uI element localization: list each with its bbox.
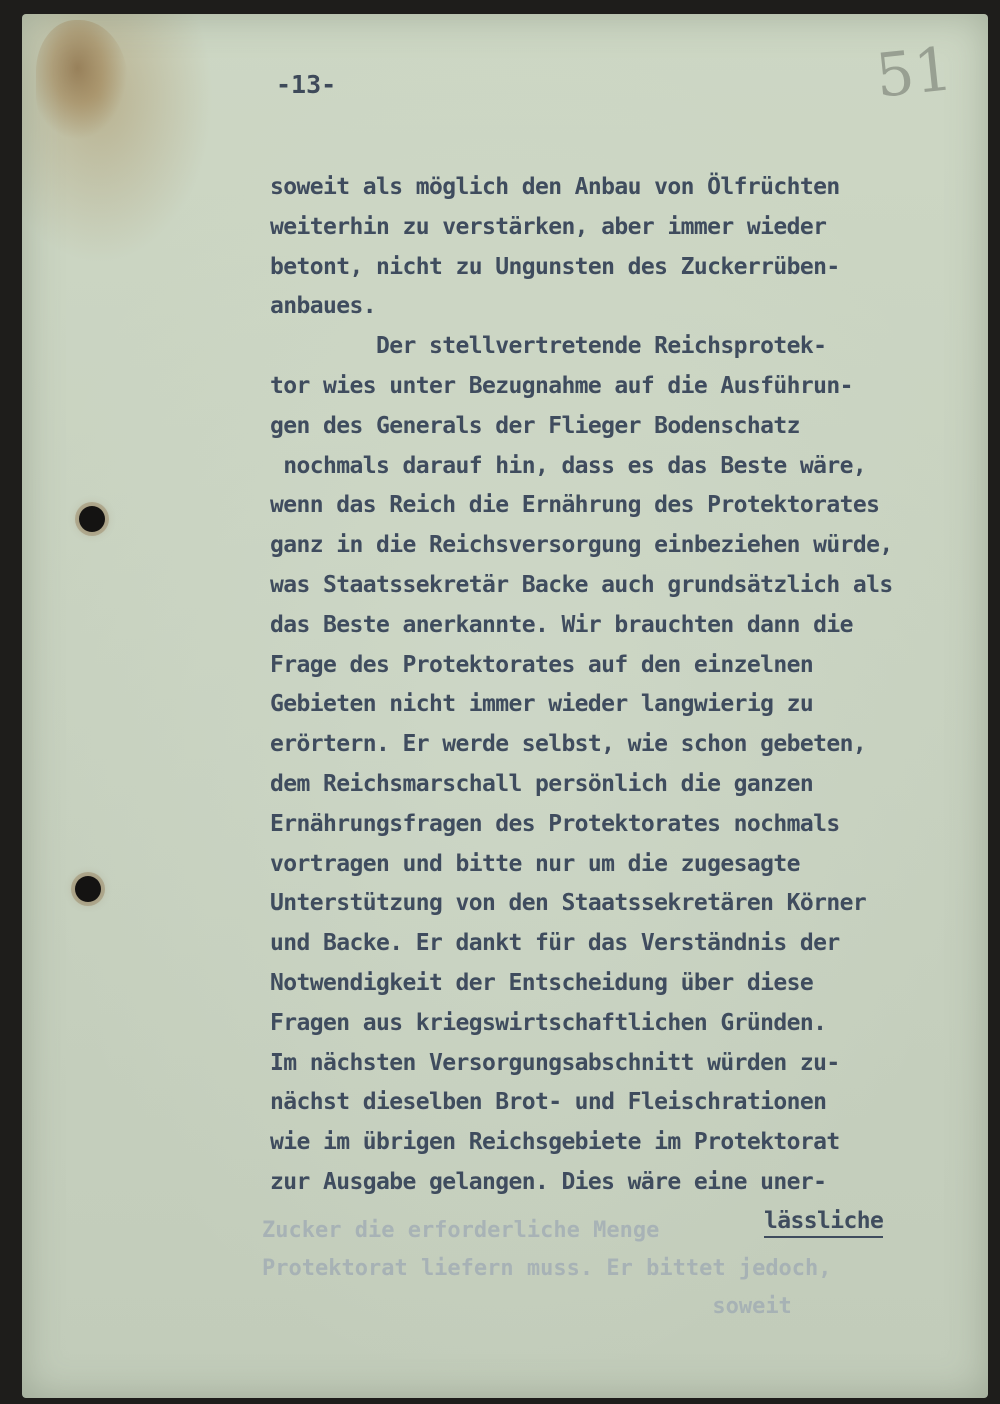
- text-line: Gebieten nicht immer wieder langwierig zu: [270, 691, 814, 718]
- text-line: wie im übrigen Reichsgebiete im Protektorat: [270, 1129, 840, 1156]
- text-line: gen des Generals der Flieger Bodenschatz: [270, 412, 800, 439]
- text-line: tor wies unter Bezugnahme auf die Ausführun-: [270, 372, 853, 399]
- text-line: anbaues.: [270, 293, 376, 320]
- body-text: [270, 168, 960, 1203]
- folio-number: 51: [872, 34, 956, 112]
- bleed-line: soweit: [262, 1294, 792, 1319]
- text-line: zur Ausgabe gelangen. Dies wäre eine uner-: [270, 1168, 827, 1195]
- text-line: ganz in die Reichsversorgung einbeziehen würde,: [270, 532, 893, 559]
- text-line: weiterhin zu verstärken, aber immer wieder: [270, 213, 827, 240]
- text-line: wenn das Reich die Ernährung des Protektorates: [270, 492, 880, 519]
- page-number: -13-: [276, 70, 337, 99]
- text-line: nochmals darauf hin, dass es das Beste wäre,: [270, 452, 867, 479]
- bleed-line: Zucker die erforderliche Menge: [262, 1218, 660, 1243]
- text-line: dem Reichsmarschall persönlich die ganzen: [270, 770, 814, 797]
- text-line: das Beste anerkannte. Wir brauchten dann die: [270, 611, 853, 638]
- punch-hole-upper: [79, 506, 105, 532]
- text-line: vortragen und bitte nur um die zugesagte: [270, 850, 800, 877]
- text-line: Ernährungsfragen des Protektorates nochmals: [270, 810, 840, 837]
- text-line: Unterstützung von den Staatssekretären Körner: [270, 890, 867, 917]
- text-line: was Staatssekretär Backe auch grundsätzlich als: [270, 571, 893, 598]
- text-line: Der stellvertretende Reichsprotek-: [270, 333, 827, 360]
- text-line: Fragen aus kriegswirtschaftlichen Gründen.: [270, 1009, 827, 1036]
- text-line: Im nächsten Versorgungsabschnitt würden zu-: [270, 1049, 840, 1076]
- text-line: Frage des Protektorates auf den einzelnen: [270, 651, 814, 678]
- text-line: nächst dieselben Brot- und Fleischrationen: [270, 1089, 827, 1116]
- text-line: soweit als möglich den Anbau von Ölfrüchten: [270, 174, 840, 200]
- catchword: lässliche: [764, 1208, 883, 1238]
- bleed-line: Protektorat liefern muss. Er bittet jedoch,: [262, 1256, 832, 1281]
- rust-stain: [36, 20, 128, 140]
- text-line: Notwendigkeit der Entscheidung über diese: [270, 969, 814, 996]
- text-line: und Backe. Er dankt für das Verständnis der: [270, 930, 840, 957]
- text-line: erörtern. Er werde selbst, wie schon gebeten,: [270, 731, 867, 758]
- punch-hole-lower: [75, 876, 101, 902]
- text-line: betont, nicht zu Ungunsten des Zuckerrüben-: [270, 253, 840, 280]
